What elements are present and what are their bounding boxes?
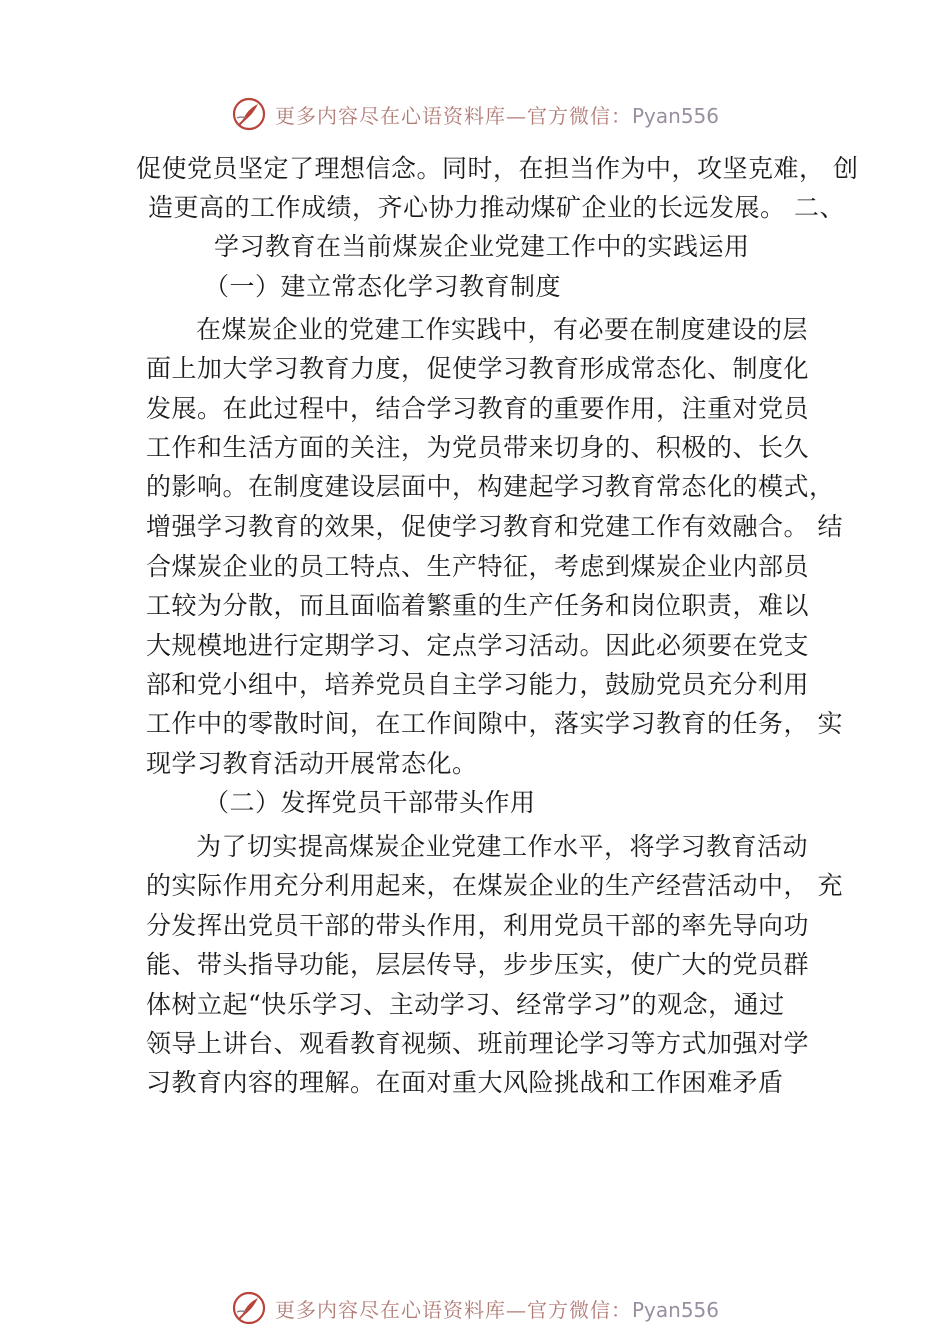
text-line: 部和党小组中，培养党员自主学习能力，鼓励党员充分利用 (146, 670, 810, 699)
text-line: 促使党员坚定了理想信念。同时，在担当作为中，攻坚克难， 创 (136, 154, 859, 183)
text-line: 为了切实提高煤炭企业党建工作水平，将学习教育活动 (196, 832, 809, 861)
footer-banner-text: 更多内容尽在心语资料库—官方微信：Pyan556 (274, 1297, 719, 1322)
text-line: 增强学习教育的效果，促使学习教育和党建工作有效融合。 结 (146, 512, 843, 541)
text-line: 工较为分散，而且面临着繁重的生产任务和岗位职责，难以 (146, 591, 810, 620)
text-line: 的实际作用充分利用起来，在煤炭企业的生产经营活动中， 充 (146, 871, 843, 900)
text-line: 面上加大学习教育力度，促使学习教育形成常态化、制度化 (146, 354, 810, 383)
text-line: 领导上讲台、观看教育视频、班前理论学习等方式加强对学 (146, 1029, 810, 1058)
text-line: 现学习教育活动开展常态化。 (146, 749, 478, 778)
text-line: 大规模地进行定期学习、定点学习活动。因此必须要在党支 (146, 631, 810, 660)
wechat-id: Pyan556 (631, 1297, 719, 1322)
quill-logo-icon (231, 1290, 267, 1326)
wechat-id: Pyan556 (631, 103, 719, 128)
text-line: 体树立起“快乐学习、主动学习、经常学习”的观念，通过 (146, 990, 785, 1019)
text-line: 能、带头指导功能，层层传导，步步压实，使广大的党员群 (146, 950, 810, 979)
text-line: 在煤炭企业的党建工作实践中，有必要在制度建设的层 (196, 315, 809, 344)
text-line: 工作和生活方面的关注，为党员带来切身的、积极的、长久 (146, 433, 810, 462)
subsection-heading: （一）建立常态化学习教育制度 (204, 272, 562, 301)
quill-logo-icon (231, 96, 267, 132)
text-line: 工作中的零散时间，在工作间隙中，落实学习教育的任务， 实 (146, 709, 843, 738)
section-heading: 学习教育在当前煤炭企业党建工作中的实践运用 (214, 232, 750, 261)
text-line: 的影响。在制度建设层面中，构建起学习教育常态化的模式， (146, 472, 835, 501)
text-line: 分发挥出党员干部的带头作用，利用党员干部的率先导向功 (146, 911, 810, 940)
footer-banner (0, 1288, 950, 1328)
text-line: 造更高的工作成绩，齐心协力推动煤矿企业的长远发展。 二、 (148, 193, 845, 222)
text-line: 发展。在此过程中，结合学习教育的重要作用，注重对党员 (146, 394, 810, 423)
subsection-heading: （二）发挥党员干部带头作用 (204, 788, 536, 817)
text-line: 习教育内容的理解。在面对重大风险挑战和工作困难矛盾 (146, 1068, 784, 1097)
header-banner (0, 94, 950, 134)
header-banner-text: 更多内容尽在心语资料库—官方微信：Pyan556 (274, 103, 719, 128)
text-line: 合煤炭企业的员工特点、生产特征，考虑到煤炭企业内部员 (146, 552, 810, 581)
